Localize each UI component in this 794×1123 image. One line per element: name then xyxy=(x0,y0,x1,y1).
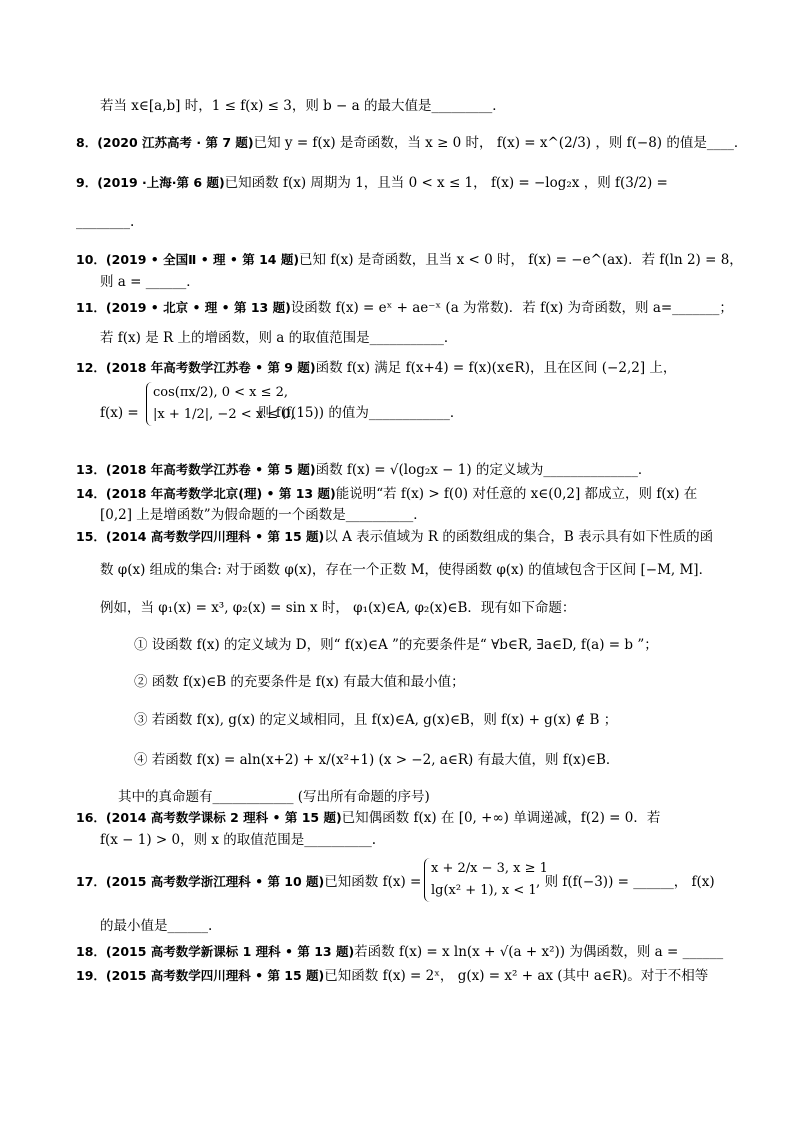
question-source: (2018 年高考数学北京(理) • 第 13 题) xyxy=(105,486,336,501)
q17-case-1: x + 2/x − 3, x ≥ 1 xyxy=(431,861,548,876)
q15-line-2: 数 φ(x) 组成的集合: 对于函数 φ(x)，存在一个正数 M，使得函数 φ(x) 的值域包含于区间 [−M, M]． xyxy=(100,562,713,578)
q17-case-2: lg(x² + 1), x < 1 xyxy=(431,883,537,898)
question-17-continuation: 的最小值是______. xyxy=(100,918,213,934)
question-number: 11． xyxy=(76,300,106,315)
question-16-continuation: f(x − 1) > 0，则 x 的取值范围是__________. xyxy=(100,832,377,848)
question-source: (2019 • 全国Ⅱ • 理 • 第 14 题) xyxy=(105,252,300,267)
question-number: 16． xyxy=(76,810,106,825)
question-8 xyxy=(76,133,748,153)
question-11 xyxy=(76,298,734,318)
question-number: 19． xyxy=(76,968,106,983)
question-number: 15． xyxy=(76,529,106,544)
question-source: (2015 高考数学浙江理科 • 第 10 题) xyxy=(105,874,325,889)
q17-tail: , 则 f(f(−3)) = ______， f(x) xyxy=(536,874,715,890)
q15-answer-line: 其中的真命题有____________ (写出所有命题的序号) xyxy=(118,789,430,805)
question-number: 14． xyxy=(76,486,106,501)
question-text: 已知偶函数 f(x) 在 [0, +∞) 单调递减，f(2) = 0．若 xyxy=(341,810,661,826)
question-source: (2018 年高考数学江苏卷 • 第 9 题) xyxy=(105,360,316,375)
question-11-continuation: 若 f(x) 是 R 上的增函数，则 a 的取值范围是___________． xyxy=(100,330,458,346)
question-text: 已知函数 f(x) = 2ˣ， g(x) = x² + ax (其中 a∈R)。对于不相等 xyxy=(324,968,709,984)
q17-piecewise xyxy=(424,858,548,902)
question-source: (2019 ·上海·第 6 题) xyxy=(97,175,225,190)
question-16 xyxy=(76,808,734,828)
question-13 xyxy=(76,460,734,480)
question-14 xyxy=(76,484,734,504)
question-text: 已知 y = f(x) 是奇函数，当 x ≥ 0 时， f(x) = x^(2/3) ，则 f(−8) 的值是____． xyxy=(253,135,748,151)
question-number: 10． xyxy=(76,252,106,267)
question-source: (2014 高考数学课标 2 理科 • 第 15 题) xyxy=(105,810,342,825)
question-number: 18． xyxy=(76,944,106,959)
question-14-continuation: [0,2] 上是增函数”为假命题的一个函数是__________． xyxy=(100,507,427,523)
question-text: 若函数 f(x) = x ln(x + √(a + x²)) 为偶函数，则 a = ______ xyxy=(354,944,724,960)
question-text: 以 A 表示值域为 R 的函数组成的集合，B 表示具有如下性质的函 xyxy=(324,529,714,545)
q12-tail: 则 f(f(15)) 的值为____________． xyxy=(258,405,464,421)
question-source: (2019 • 北京 • 理 • 第 13 题) xyxy=(105,300,291,315)
question-source: (2018 年高考数学江苏卷 • 第 5 题) xyxy=(105,462,316,477)
question-text: 函数 f(x) 满足 f(x+4) = f(x)(x∈R)，且在区间 (−2,2] 上， xyxy=(315,360,677,376)
question-9-blank: ________. xyxy=(76,214,135,230)
q12-fx-label: f(x) = xyxy=(100,405,139,421)
question-18 xyxy=(76,942,734,962)
q15-option-1: ① 设函数 f(x) 的定义域为 D，则“ f(x)∈A ”的充要条件是“ ∀b∈R, ∃a∈D, f(a) = b ”； xyxy=(134,637,658,653)
q12-case-2: |x + 1/2|, −2 < x ≤ 0, xyxy=(153,407,295,422)
question-10-continuation: 则 a = ______． xyxy=(100,274,200,290)
question-number: 17． xyxy=(76,874,106,889)
question-source: (2020 江苏高考 · 第 7 题) xyxy=(97,135,254,150)
question-number: 9． xyxy=(76,175,98,190)
question-number: 12． xyxy=(76,360,106,375)
question-19 xyxy=(76,966,734,986)
question-number: 8． xyxy=(76,135,98,150)
q7-continuation: 若当 x∈[a,b] 时，1 ≤ f(x) ≤ 3，则 b − a 的最大值是_________． xyxy=(100,98,506,114)
question-source: (2014 高考数学四川理科 • 第 15 题) xyxy=(105,529,325,544)
question-text: 能说明“若 f(x) > f(0) 对任意的 x∈(0,2] 都成立，则 f(x) 在 xyxy=(335,486,698,502)
question-text: 函数 f(x) = √(log₂x − 1) 的定义域为______________． xyxy=(315,462,652,478)
question-15 xyxy=(76,527,734,547)
question-12 xyxy=(76,358,734,378)
q15-option-4: ④ 若函数 f(x) = aln(x+2) + x/(x²+1) (x > −2, a∈R) 有最大值，则 f(x)∈B． xyxy=(134,752,620,768)
question-source: (2015 高考数学新课标 1 理科 • 第 13 题) xyxy=(105,944,355,959)
question-10 xyxy=(76,250,743,270)
q15-option-3: ③ 若函数 f(x), g(x) 的定义域相同，且 f(x)∈A, g(x)∈B，则 f(x) + g(x) ∉ B ； xyxy=(134,712,618,728)
question-text: 已知函数 f(x) 周期为 1，且当 0 < x ≤ 1， f(x) = −log₂x ，则 f(3/2) = xyxy=(224,175,668,191)
question-text: 设函数 f(x) = eˣ + ae⁻ˣ (a 为常数)．若 f(x) 为奇函数，则 a=_______； xyxy=(290,300,733,316)
question-text: 已知 f(x) 是奇函数，且当 x < 0 时， f(x) = −e^(ax)．若 f(ln 2) = 8， xyxy=(299,252,743,268)
question-9 xyxy=(76,173,734,193)
q15-option-2: ② 函数 f(x)∈B 的充要条件是 f(x) 有最大值和最小值； xyxy=(134,674,465,690)
question-text: 已知函数 f(x) = xyxy=(324,874,422,890)
q15-line-3: 例如，当 φ₁(x) = x³, φ₂(x) = sin x 时， φ₁(x)∈A, φ₂(x)∈B．现有如下命题： xyxy=(100,600,576,616)
q12-case-1: cos(πx/2), 0 < x ≤ 2, xyxy=(153,385,289,400)
question-source: (2015 高考数学四川理科 • 第 15 题) xyxy=(105,968,325,983)
question-number: 13． xyxy=(76,462,106,477)
